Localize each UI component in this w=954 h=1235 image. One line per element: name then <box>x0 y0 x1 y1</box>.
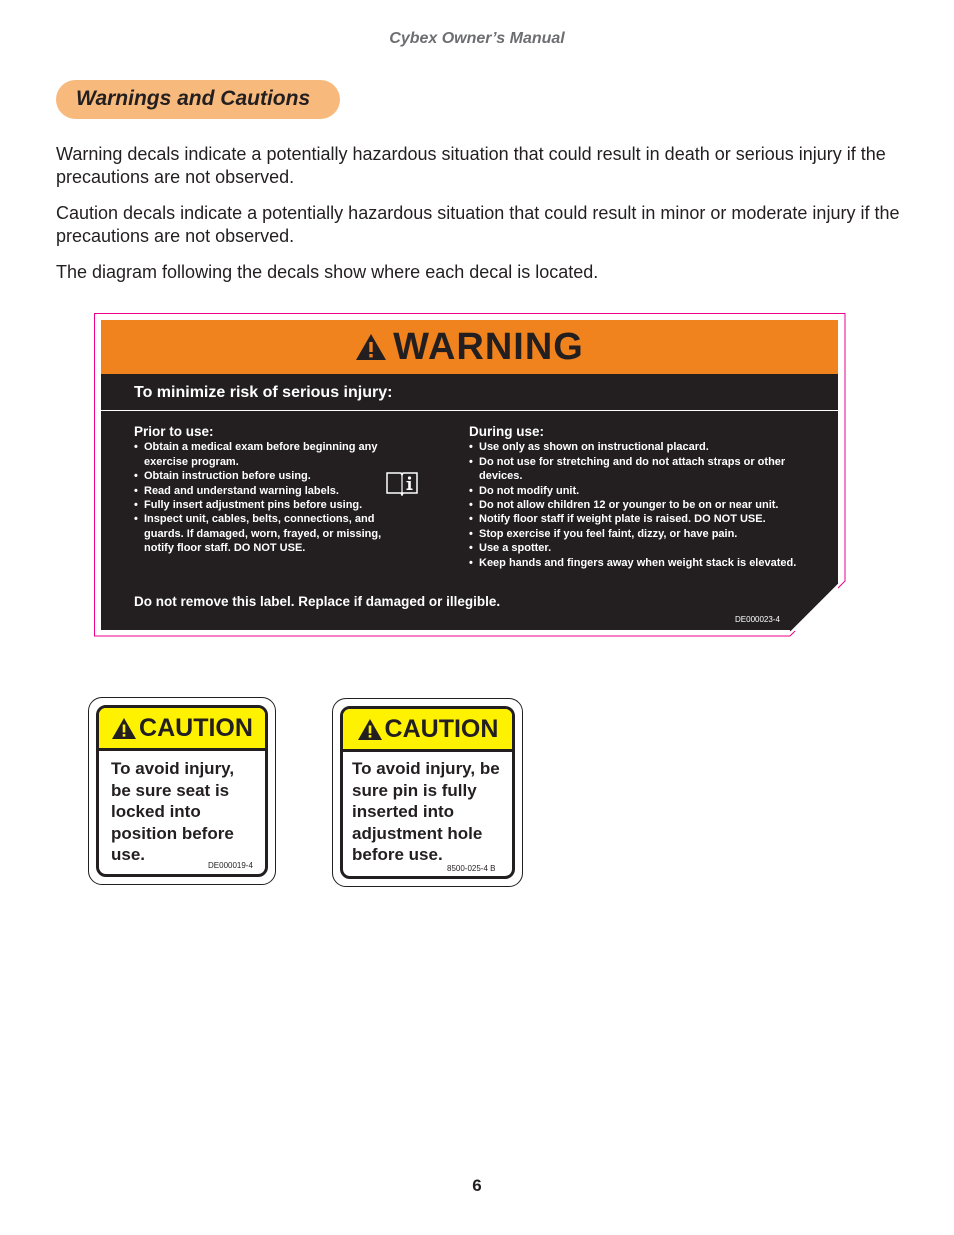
diagram-note: The diagram following the decals show where each decal is located. <box>56 262 599 282</box>
warning-subheading: To minimize risk of serious injury: <box>134 384 393 401</box>
warning-heading: WARNING <box>393 326 584 368</box>
list-item: • Inspect unit, cables, belts, connections, and guards. If damaged, worn, frayed, or missing, notify floor staff. DO NOT USE. <box>134 512 409 555</box>
text-line: be sure seat is <box>111 780 230 800</box>
running-header: Cybex Owner’s Manual <box>389 30 565 47</box>
list-item: • Notify floor staff if weight plate is raised. DO NOT USE. <box>469 512 814 526</box>
text-line: before use. <box>352 845 443 864</box>
list-item: • Do not use for stretching and do not attach straps or other devices. <box>469 455 814 484</box>
caution-label <box>96 705 268 877</box>
caution-header <box>343 709 512 752</box>
text-line: locked into <box>111 802 201 821</box>
caution-description: Caution decals indicate a potentially hazardous situation that could result in minor or moderate injury if the precautions are not observed. <box>56 203 900 246</box>
list-item: • Stop exercise if you feel faint, dizzy, or have pain. <box>469 527 814 541</box>
section-title: Warnings and Cautions <box>56 80 340 119</box>
caution-header <box>99 708 265 751</box>
text-line: sure pin is fully <box>352 780 477 800</box>
warning-triangle-icon <box>357 718 383 741</box>
caution-heading: CAUTION <box>384 715 499 743</box>
list-item: • Fully insert adjustment pins before using. <box>134 498 409 512</box>
list-item: • Obtain a medical exam before beginning any exercise program. <box>134 440 409 469</box>
text-line: use. <box>111 845 146 864</box>
warning-footer: Do not remove this label. Replace if damaged or illegible. <box>134 594 501 609</box>
list-item: • Keep hands and fingers away when weight stack is elevated. <box>469 556 814 570</box>
caution-label <box>340 706 515 879</box>
caution-decal-pin <box>332 698 523 887</box>
caution-decal-seat <box>88 697 276 885</box>
list-item: • Do not allow children 12 or younger to be on or near unit. <box>469 498 814 512</box>
during-title: During use: <box>469 424 545 439</box>
decal-code: 8500-025-4 B <box>447 864 496 873</box>
list-item: • Use only as shown on instructional placard. <box>469 440 814 454</box>
list-item: • Read and understand warning labels. <box>134 484 409 498</box>
list-item: • Use a spotter. <box>469 541 814 555</box>
list-item: • Do not modify unit. <box>469 484 814 498</box>
warning-triangle-icon <box>111 717 137 740</box>
caution-heading: CAUTION <box>139 714 253 742</box>
caution-message <box>111 758 234 866</box>
caution-message <box>352 758 500 866</box>
decal-code: DE000023-4 <box>735 615 780 624</box>
warning-description: Warning decals indicate a potentially hazardous situation that could result in death or serious injury if the precautions are not observed. <box>56 144 886 187</box>
warning-decal <box>94 313 846 637</box>
page-number: 6 <box>472 1176 482 1195</box>
prior-title: Prior to use: <box>134 424 214 439</box>
text-line: adjustment hole <box>352 823 483 843</box>
text-line: inserted into <box>352 802 455 821</box>
decal-code: DE000019-4 <box>208 861 253 870</box>
text-line: position before <box>111 823 234 843</box>
text-line: To avoid injury, be <box>352 759 500 778</box>
list-item: • Obtain instruction before using. <box>134 469 409 483</box>
decal-corner-cut <box>94 313 846 637</box>
text-line: To avoid injury, <box>111 759 235 778</box>
